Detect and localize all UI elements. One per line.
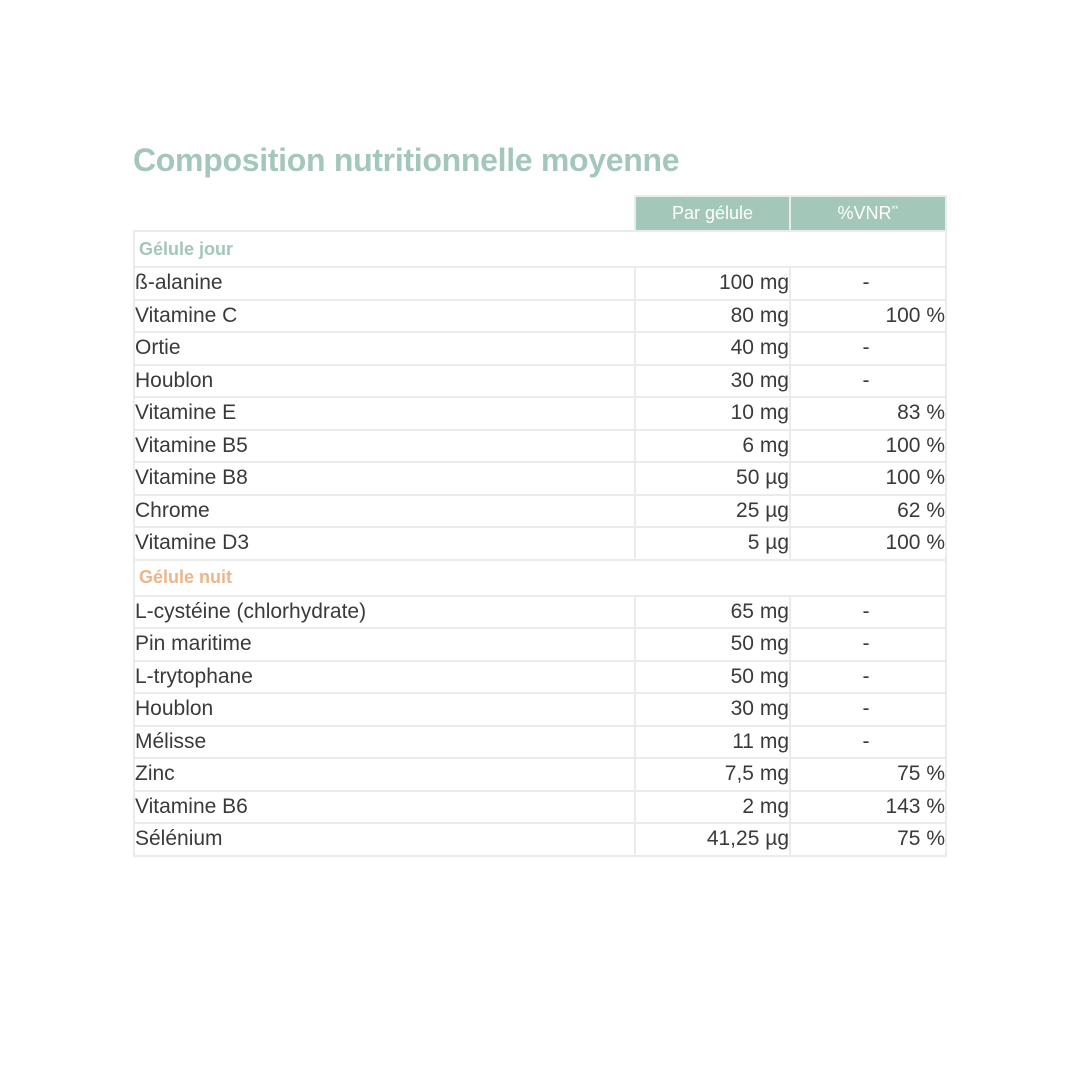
table-row <box>134 693 946 726</box>
table-row <box>134 823 946 856</box>
nutrient-vnr: - <box>790 726 946 759</box>
nutrient-vnr: - <box>790 332 946 365</box>
nutrient-vnr: 143 % <box>790 791 946 824</box>
nutrient-quantity: 50 mg <box>635 661 790 694</box>
table-row <box>134 596 946 629</box>
nutrient-quantity: 30 mg <box>635 693 790 726</box>
table-row <box>134 332 946 365</box>
header-blank-cell <box>134 196 635 231</box>
table-row <box>134 661 946 694</box>
section-label: Gélule jour <box>134 231 946 267</box>
table-header-row <box>134 196 946 231</box>
nutrient-name: Houblon <box>134 693 635 726</box>
nutrient-vnr: - <box>790 596 946 629</box>
nutrient-vnr: - <box>790 267 946 300</box>
nutrient-vnr: - <box>790 628 946 661</box>
nutrient-quantity: 25 µg <box>635 495 790 528</box>
nutrient-quantity: 100 mg <box>635 267 790 300</box>
nutrient-quantity: 50 mg <box>635 628 790 661</box>
nutrient-quantity: 80 mg <box>635 300 790 333</box>
nutrient-name: ß-alanine <box>134 267 635 300</box>
nutrient-quantity: 30 mg <box>635 365 790 398</box>
nutrient-name: Vitamine B5 <box>134 430 635 463</box>
nutrient-quantity: 7,5 mg <box>635 758 790 791</box>
nutrient-name: Zinc <box>134 758 635 791</box>
nutrient-quantity: 5 µg <box>635 527 790 560</box>
nutrient-name: L-cystéine (chlorhydrate) <box>134 596 635 629</box>
nutrient-vnr: 62 % <box>790 495 946 528</box>
nutrient-vnr: 75 % <box>790 758 946 791</box>
table-row <box>134 527 946 560</box>
nutrient-vnr: - <box>790 365 946 398</box>
nutrition-table <box>133 195 947 857</box>
nutrient-quantity: 50 µg <box>635 462 790 495</box>
nutrient-name: Chrome <box>134 495 635 528</box>
table-row <box>134 495 946 528</box>
nutrient-name: Houblon <box>134 365 635 398</box>
nutrient-name: Vitamine E <box>134 397 635 430</box>
nutrient-name: Vitamine C <box>134 300 635 333</box>
section-label: Gélule nuit <box>134 560 946 596</box>
table-row <box>134 726 946 759</box>
nutrient-vnr: - <box>790 693 946 726</box>
table-row <box>134 300 946 333</box>
table-row <box>134 267 946 300</box>
table-row <box>134 791 946 824</box>
nutrient-quantity: 6 mg <box>635 430 790 463</box>
header-vnr-label: %VNR <box>837 203 892 223</box>
nutrient-quantity: 65 mg <box>635 596 790 629</box>
page-title: Composition nutritionnelle moyenne <box>133 142 680 178</box>
table-row <box>134 628 946 661</box>
header-vnr <box>790 196 946 231</box>
table-row <box>134 430 946 463</box>
nutrient-name: Vitamine D3 <box>134 527 635 560</box>
nutrient-vnr: 100 % <box>790 527 946 560</box>
table-row <box>134 397 946 430</box>
nutrient-name: Pin maritime <box>134 628 635 661</box>
nutrient-name: Mélisse <box>134 726 635 759</box>
nutrient-quantity: 10 mg <box>635 397 790 430</box>
section-row <box>134 231 946 267</box>
nutrient-vnr: 100 % <box>790 462 946 495</box>
nutrient-name: L-trytophane <box>134 661 635 694</box>
table-body <box>134 231 946 856</box>
nutrient-vnr: - <box>790 661 946 694</box>
nutrient-quantity: 40 mg <box>635 332 790 365</box>
nutrient-vnr: 100 % <box>790 300 946 333</box>
header-vnr-note: ** <box>891 204 899 214</box>
table-row <box>134 758 946 791</box>
nutrient-name: Sélénium <box>134 823 635 856</box>
section-row <box>134 560 946 596</box>
table-row <box>134 365 946 398</box>
nutrient-quantity: 2 mg <box>635 791 790 824</box>
header-per-capsule: Par gélule <box>635 196 790 231</box>
nutrient-vnr: 75 % <box>790 823 946 856</box>
nutrient-name: Ortie <box>134 332 635 365</box>
nutrient-name: Vitamine B6 <box>134 791 635 824</box>
table-row <box>134 462 946 495</box>
nutrient-name: Vitamine B8 <box>134 462 635 495</box>
nutrient-vnr: 83 % <box>790 397 946 430</box>
nutrient-quantity: 41,25 µg <box>635 823 790 856</box>
nutrient-vnr: 100 % <box>790 430 946 463</box>
nutrient-quantity: 11 mg <box>635 726 790 759</box>
